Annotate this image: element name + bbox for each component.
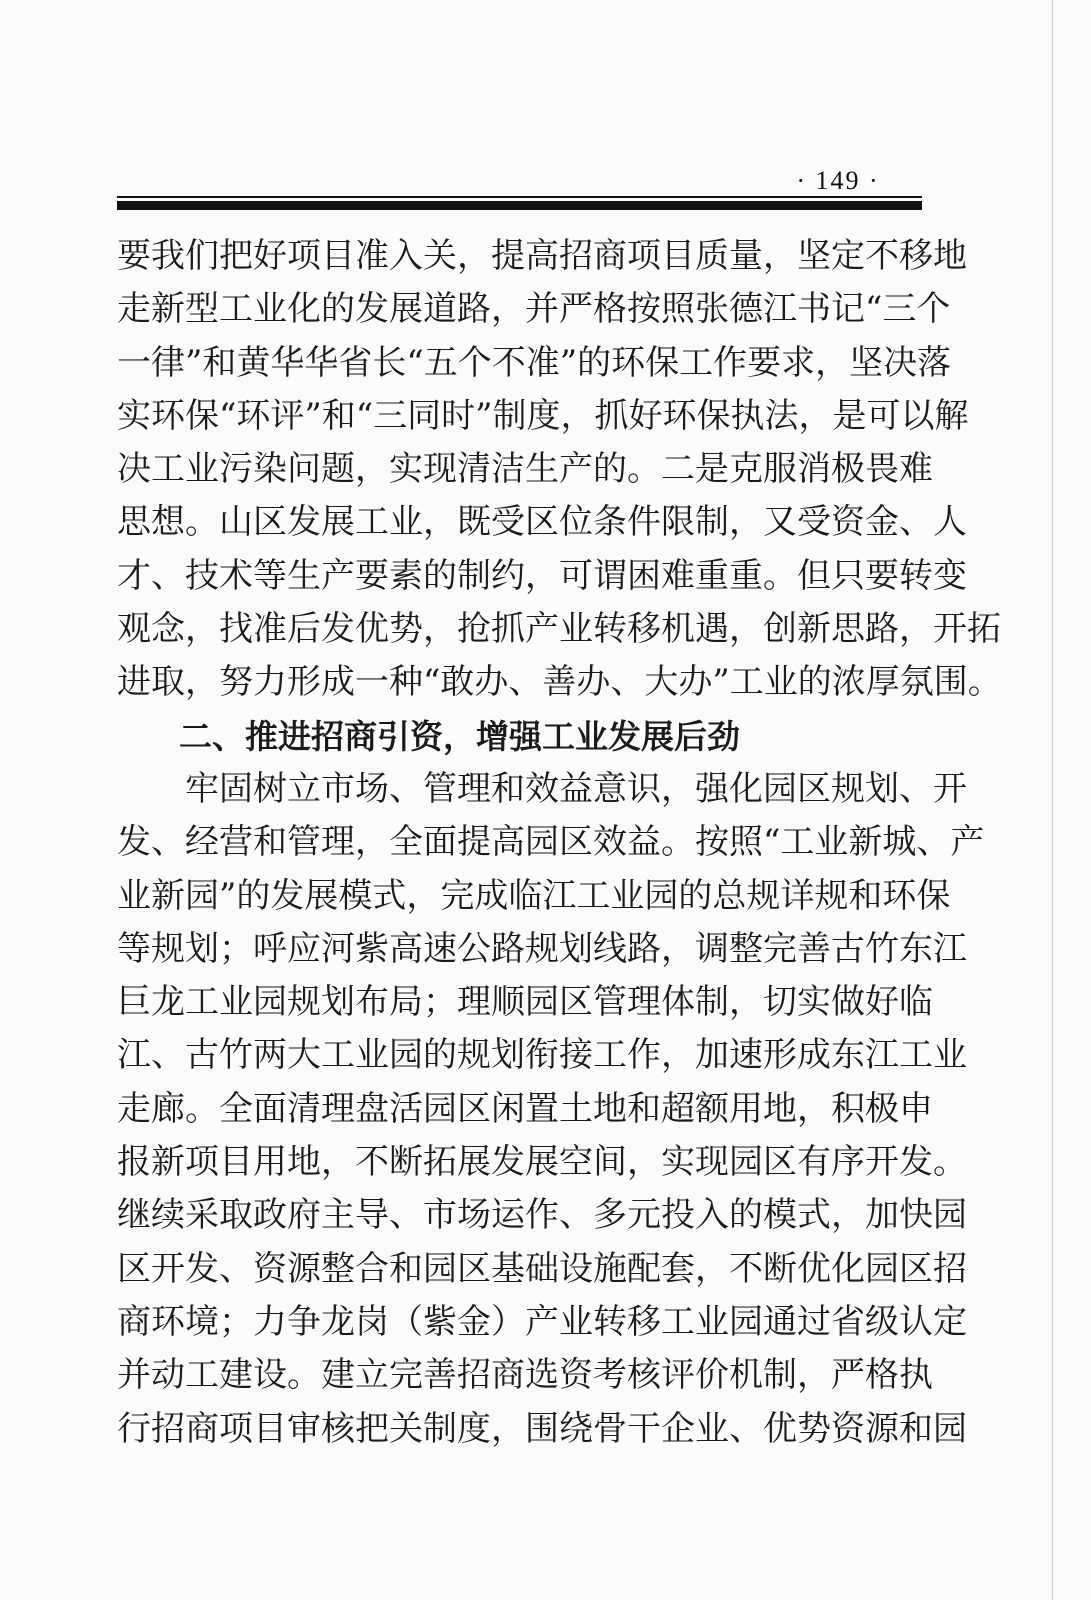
text-line: 才、技术等生产要素的制约，可谓困难重重。但只要转变 [117, 555, 967, 596]
text-line: 巨龙工业园规划布局；理顺园区管理体制，切实做好临 [117, 982, 933, 1023]
text-line: 发、经营和管理，全面提高园区效益。按照“工业新城、产 [117, 822, 985, 863]
text-line: 走新型工业化的发展道路，并严格按照张德江书记“三个 [117, 289, 951, 330]
paragraph-2 [117, 763, 985, 1456]
text-line: 进取，努力形成一种“敢办、善办、大办”工业的浓厚氛围。 [117, 662, 1002, 703]
section-heading: 二、推进招商引资，增强工业发展后劲 [179, 716, 740, 756]
text-line: 走廊。全面清理盘活园区闲置土地和超额用地，积极申 [117, 1088, 933, 1129]
text-line: 等规划；呼应河紫高速公路规划线路，调整完善古竹东江 [117, 928, 967, 969]
text-line: 行招商项目审核把关制度，围绕骨干企业、优势资源和园 [117, 1408, 967, 1449]
page-edge-line [1052, 0, 1053, 1600]
text-line: 江、古竹两大工业园的规划衔接工作，加速形成东江工业 [117, 1035, 967, 1076]
text-line: 业新园”的发展模式，完成临江工业园的总规详规和环保 [117, 875, 951, 916]
text-line: 商环境；力争龙岗（紫金）产业转移工业园通过省级认定 [117, 1301, 967, 1342]
header-rule-thick [117, 201, 922, 210]
text-line: 一律”和黄华华省长“五个不准”的环保工作要求，坚决落 [117, 342, 952, 383]
text-line: 区开发、资源整合和园区基础设施配套，不断优化园区招 [117, 1248, 967, 1289]
paragraph-1 [117, 230, 1002, 710]
page-number: · 149 · [796, 166, 880, 195]
text-line: 实环保“环评”和“三同时”制度，抓好环保执法，是可以解 [117, 395, 969, 436]
text-line: 观念，找准后发优势，抢抓产业转移机遇，创新思路，开拓 [117, 609, 1001, 650]
body-text [117, 230, 1002, 1456]
text-line: 继续采取政府主导、市场运作、多元投入的模式，加快园 [117, 1195, 967, 1236]
text-line: 牢固树立市场、管理和效益意识，强化园区规划、开 [185, 768, 967, 809]
text-line: 报新项目用地，不断拓展发展空间，实现园区有序开发。 [117, 1142, 967, 1183]
text-line: 要我们把好项目准入关，提高招商项目质量，坚定不移地 [117, 236, 967, 276]
text-line: 思想。山区发展工业，既受区位条件限制，又受资金、人 [117, 502, 967, 543]
text-line: 决工业污染问题，实现清洁生产的。二是克服消极畏难 [117, 449, 933, 490]
text-line: 并动工建设。建立完善招商选资考核评价机制，严格执 [117, 1355, 933, 1396]
header-rule-thin [117, 196, 922, 198]
